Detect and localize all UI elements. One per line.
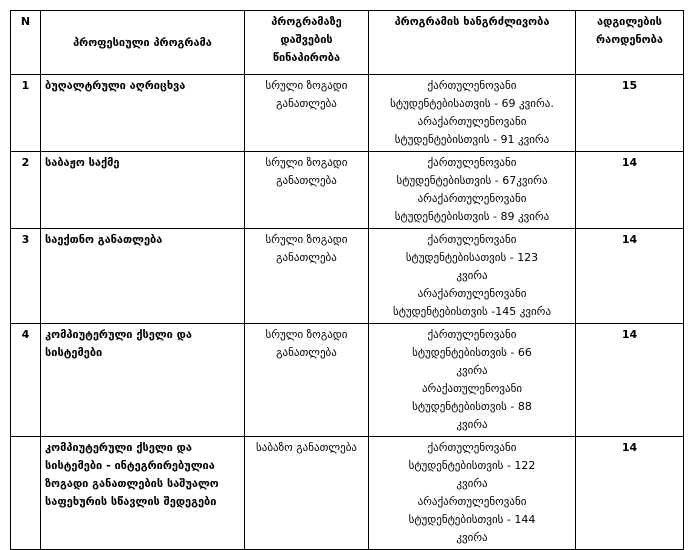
- table-row: [11, 152, 684, 229]
- programs-table: [10, 10, 684, 550]
- duration-line: არაქართულენოვანი: [417, 287, 527, 300]
- duration-line: სტუდენტებისთვის - 122: [408, 459, 536, 472]
- duration-line: არაქათულენოვანი: [421, 382, 523, 395]
- duration-line: სტუდენტებისთვის - 66: [412, 346, 532, 359]
- program-duration: [369, 437, 576, 550]
- program-name: კომპიუტერული ქსელი და სისტემები - ინტეგრირებულია ზოგადი განათლების საშუალო საფეხურის სწავლის შედეგები: [41, 437, 245, 550]
- program-prerequisite: სრული ზოგადი განათლება: [245, 152, 369, 229]
- duration-line: ქართულენოვანი: [427, 79, 517, 92]
- places-count: 14: [576, 229, 684, 324]
- program-duration: [369, 324, 576, 437]
- duration-line: ქართულენოვანი: [427, 156, 517, 169]
- row-number: 1: [11, 75, 41, 152]
- table-row: [11, 75, 684, 152]
- program-duration: [369, 229, 576, 324]
- table-row: [11, 229, 684, 324]
- duration-line: არაქართულენოვანი: [417, 495, 527, 508]
- duration-line: ქართულენოვანი: [427, 441, 517, 454]
- header-row: [11, 11, 684, 75]
- duration-line: სტუდენტებისათვის - 69 კვირა.: [390, 97, 554, 110]
- duration-line: სტუდენტებისთვის - 89 კვირა: [394, 210, 550, 223]
- places-count: 14: [576, 324, 684, 437]
- duration-line: სტუდენტებისთვის -145 კვირა: [392, 305, 552, 318]
- row-number: 4: [11, 324, 41, 437]
- table-row: [11, 437, 684, 550]
- program-name: ბუღალტრული აღრიცხვა: [41, 75, 245, 152]
- table-row: [11, 324, 684, 437]
- duration-line: ქართულენოვანი: [427, 233, 517, 246]
- duration-line: სტუდენტებისთვის - 91 კვირა: [394, 133, 550, 146]
- row-number: 2: [11, 152, 41, 229]
- duration-line: კვირა: [456, 531, 488, 544]
- places-count: 15: [576, 75, 684, 152]
- header-number: N: [11, 11, 41, 75]
- duration-line: სტუდენტებისთვის - 144: [408, 513, 536, 526]
- header-program: [41, 11, 245, 75]
- header-duration: პროგრამის ხანგრძლივობა: [369, 11, 576, 75]
- duration-line: სტუდენტებისათვის - 123: [405, 251, 539, 264]
- duration-line: ქართულენოვანი: [427, 328, 517, 341]
- program-name: კომპიუტერული ქსელი და სისტემები: [41, 324, 245, 437]
- program-prerequisite: საბაზო განათლება: [245, 437, 369, 550]
- duration-line: კვირა: [456, 364, 488, 377]
- program-prerequisite: სრული ზოგადი განათლება: [245, 324, 369, 437]
- row-number: [11, 437, 41, 550]
- places-count: 14: [576, 437, 684, 550]
- places-count: 14: [576, 152, 684, 229]
- header-program-label: პროფესიული პროგრამა: [73, 35, 212, 49]
- program-name: საბაჟო საქმე: [41, 152, 245, 229]
- row-number: 3: [11, 229, 41, 324]
- duration-line: კვირა: [456, 418, 488, 431]
- header-prerequisite: პროგრამაზე დაშვების წინაპირობა: [245, 11, 369, 75]
- duration-line: სტუდენტებისთვის - 67კვირა: [396, 174, 548, 187]
- duration-line: კვირა: [456, 269, 488, 282]
- program-duration: [369, 75, 576, 152]
- duration-line: არაქართულენოვანი: [417, 192, 527, 205]
- duration-line: კვირა: [456, 477, 488, 490]
- header-places: ადგილების რაოდენობა: [576, 11, 684, 75]
- program-name: საექთნო განათლება: [41, 229, 245, 324]
- program-prerequisite: სრული ზოგადი განათლება: [245, 75, 369, 152]
- program-prerequisite: სრული ზოგადი განათლება: [245, 229, 369, 324]
- duration-line: სტუდენტებისთვის - 88: [412, 400, 532, 413]
- program-duration: [369, 152, 576, 229]
- duration-line: არაქართულენოვანი: [417, 115, 527, 128]
